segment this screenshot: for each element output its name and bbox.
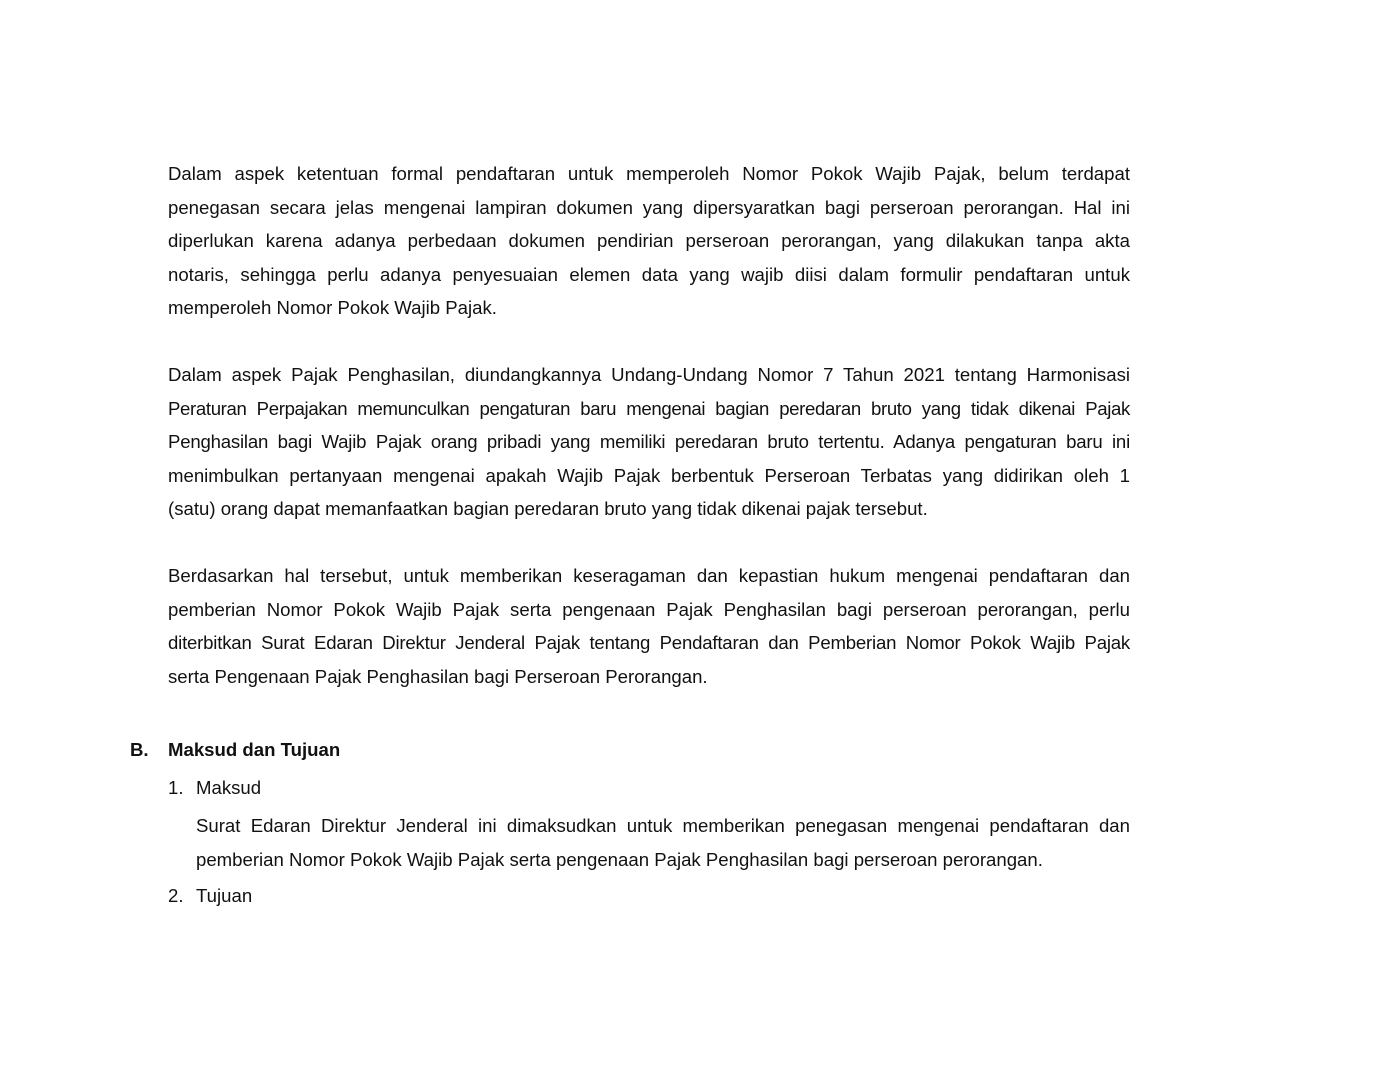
text-line: Peraturan Perpajakan memunculkan pengaturan baru mengenai bagian peredaran bruto yang tidak dikenai Pajak <box>168 397 1130 419</box>
item-body <box>196 809 1130 876</box>
text-line: menimbulkan pertanyaan mengenai apakah Wajib Pajak berbentuk Perseroan Terbatas yang didirikan oleh 1 <box>168 464 1130 486</box>
text-line: penegasan secara jelas mengenai lampiran dokumen yang dipersyaratkan bagi perseroan perorangan. Hal ini <box>168 196 1130 218</box>
item-title: Maksud <box>196 777 262 798</box>
text-line: notaris, sehingga perlu adanya penyesuaian elemen data yang wajib diisi dalam formulir pendaftaran untuk <box>168 263 1130 285</box>
text-line: serta Pengenaan Pajak Penghasilan bagi Perseroan Perorangan. <box>168 665 708 687</box>
section-heading: Maksud dan Tujuan <box>168 739 341 760</box>
item-title: Tujuan <box>196 885 253 906</box>
text-line: Dalam aspek Pajak Penghasilan, diundangkannya Undang-Undang Nomor 7 Tahun 2021 tentang Harmonisasi <box>168 364 1130 385</box>
text-line: Penghasilan bagi Wajib Pajak orang pribadi yang memiliki peredaran bruto tertentu. Adanya pengaturan baru ini <box>168 431 1130 452</box>
text-line: pemberian Nomor Pokok Wajib Pajak serta pengenaan Pajak Penghasilan bagi perseroan perorangan, perlu <box>168 598 1130 620</box>
paragraph-1 <box>168 157 1130 325</box>
text-line: diperlukan karena adanya perbedaan dokumen pendirian perseroan perorangan, yang dilakukan tanpa akta <box>168 230 1130 251</box>
text-line: diterbitkan Surat Edaran Direktur Jenderal Pajak tentang Pendaftaran dan Pemberian Nomor Pokok Wajib Pajak <box>168 632 1130 653</box>
paragraph-2 <box>168 358 1130 526</box>
item-number: 2. <box>168 885 184 906</box>
text-line: pemberian Nomor Pokok Wajib Pajak serta pengenaan Pajak Penghasilan bagi perseroan perorangan. <box>196 848 1043 870</box>
paragraph-3 <box>168 559 1130 693</box>
item-number: 1. <box>168 777 184 798</box>
section-letter: B. <box>130 739 149 760</box>
text-line: (satu) orang dapat memanfaatkan bagian peredaran bruto yang tidak dikenai pajak tersebut. <box>168 498 928 519</box>
text-line: Dalam aspek ketentuan formal pendaftaran untuk memperoleh Nomor Pokok Wajib Pajak, belum terdapat <box>168 163 1130 184</box>
text-line: Berdasarkan hal tersebut, untuk memberikan keseragaman dan kepastian hukum mengenai pendaftaran dan <box>168 565 1130 586</box>
text-line: memperoleh Nomor Pokok Wajib Pajak. <box>168 297 497 318</box>
text-line: Surat Edaran Direktur Jenderal ini dimaksudkan untuk memberikan penegasan mengenai pendaftaran dan <box>196 815 1130 836</box>
